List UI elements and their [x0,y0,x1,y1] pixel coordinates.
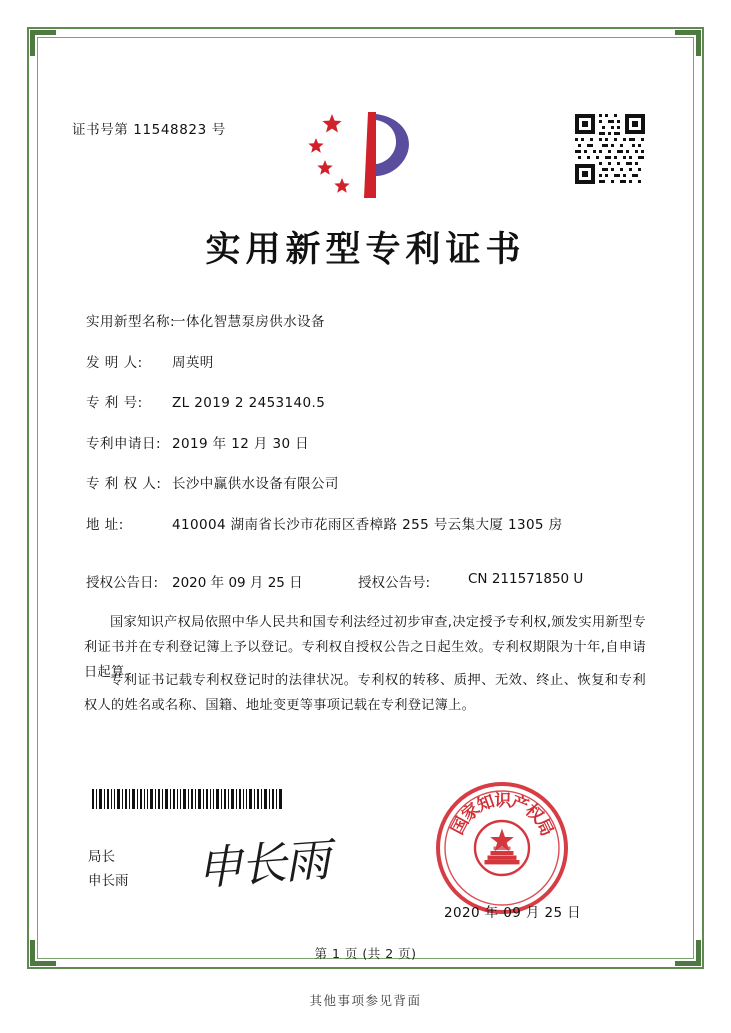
seal-date: 2020 年 09 月 25 日 [444,905,582,921]
field-list [86,310,646,553]
field-value: 周英明 [172,354,214,371]
svg-text:产: 产 [507,791,532,817]
page-indicator: 第 1 页 (共 2 页) [314,946,417,961]
svg-text:国: 国 [447,813,474,839]
field-value: 一体化智慧泵房供水设备 [172,314,325,330]
field-utility-model-name [86,310,646,330]
field-value: ZL 2019 2 2453140.5 [172,395,326,411]
qr-code-icon [573,112,647,186]
field-label: 专 利 权 人: [86,476,162,492]
paragraph-text: 专利证书记载专利权登记时的法律状况。专利权的转移、质押、无效、终止、恢复和专利权人的姓名或名称、国籍、地址变更等事项记载在专利登记簿上。 [84,673,646,713]
field-patent-number [86,391,646,411]
certificate-number: 证书号第 11548823 号 [72,122,226,138]
legal-paragraph-2 [84,668,646,718]
field-label: 实用新型名称: [86,314,176,330]
svg-text:识: 识 [494,790,512,812]
svg-text:家: 家 [458,799,485,826]
grant-number-value: CN 211571850 U [468,571,584,587]
handwritten-signature: 申长雨 [194,832,331,896]
field-value: 2019 年 12 月 30 日 [172,435,310,452]
director-name-label: 申长雨 [88,873,129,889]
field-patentee [86,472,646,492]
corner-ornament-top-left [30,30,56,56]
grant-number-label: 授权公告号: [358,575,431,591]
grant-announcement-row [86,571,656,591]
svg-text:知: 知 [474,791,498,817]
signature-labels [88,845,129,893]
field-label: 发 明 人: [86,354,143,371]
footer-note: 其他事项参见背面 [309,993,422,1008]
field-application-date [86,432,646,452]
svg-text:局: 局 [531,815,557,840]
barcode-icon [92,789,282,809]
svg-text:权: 权 [521,800,548,827]
paragraph-text: 国家知识产权局依照中华人民共和国专利法经过初步审查,决定授予专利权,颁发实用新型专利证书并在专利登记簿上予以登记。专利权自授权公告之日起生效。专利权期限为十年,自申请日起算。 [84,615,646,680]
field-value: 410004 湖南省长沙市花雨区香樟路 255 号云集大厦 1305 房 [172,516,563,533]
field-inventor [86,351,646,371]
patent-office-emblem-icon [306,108,422,200]
field-label: 专利申请日: [86,435,162,452]
field-label: 地 址: [86,516,124,533]
corner-ornament-top-right [675,30,701,56]
field-label: 专 利 号: [86,395,143,411]
director-title-label: 局长 [88,849,115,865]
field-address [86,513,646,533]
grant-date-value: 2020 年 09 月 25 日 [172,575,303,591]
red-official-seal-icon [434,780,570,916]
page-title: 实用新型专利证书 [205,229,526,270]
grant-date-label: 授权公告日: [86,575,159,591]
field-value: 长沙中赢供水设备有限公司 [172,476,339,492]
